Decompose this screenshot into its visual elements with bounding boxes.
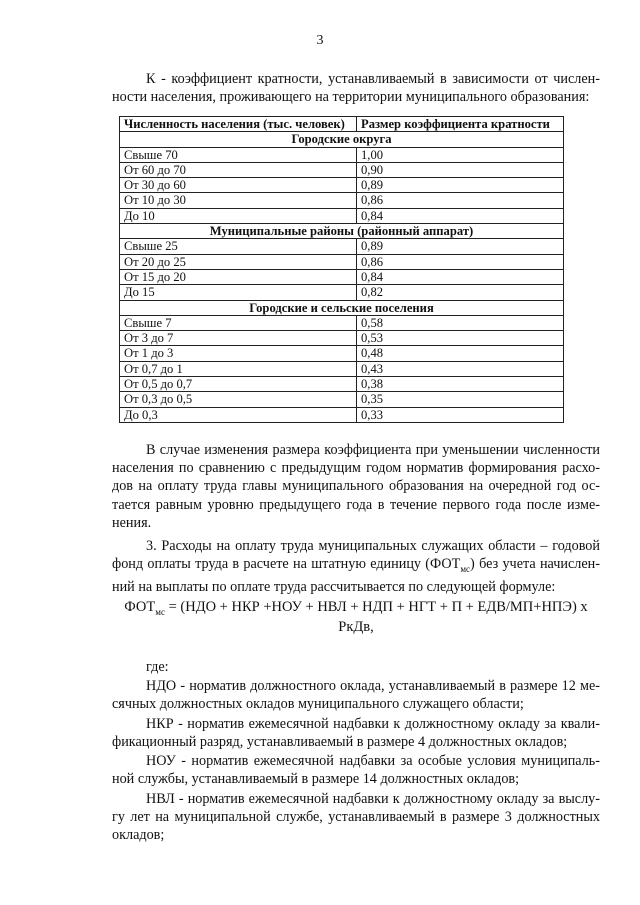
section-title: Городские округа — [120, 132, 564, 147]
section-title: Городские и сельские поселения — [120, 300, 564, 315]
paragraph-line: В случае изменения размера коэффициента при уменьшении численности — [146, 442, 600, 458]
definition-line: НОУ - норматив ежемесячной надбавки за особые условия муниципаль- — [146, 753, 600, 769]
header-population: Численность населения (тыс. человек) — [120, 117, 357, 132]
population-cell: До 10 — [120, 208, 357, 223]
formula-subscript: мс — [155, 606, 165, 617]
definition-line: НДО - норматив должностного оклада, устанавливаемый в размере 12 ме- — [146, 678, 600, 694]
definition-line: гу лет на муниципальной службе, устанавливаемый в размере 3 должностных — [112, 809, 600, 826]
formula-line-2: РкДв, — [338, 619, 374, 635]
section-row — [120, 300, 564, 315]
coefficient-change-paragraph — [112, 441, 600, 532]
definition-line: окладов; — [112, 827, 165, 844]
population-cell: От 10 до 30 — [120, 193, 357, 208]
text-fragment: ) без учета начислен- — [470, 556, 601, 573]
population-cell: От 0,5 до 0,7 — [120, 377, 357, 392]
population-cell: От 60 до 70 — [120, 162, 357, 177]
population-cell: Свыше 25 — [120, 239, 357, 254]
paragraph-line: ний на выплаты по оплате труда рассчитывается по следующей формуле: — [112, 579, 556, 596]
definition-line: НКР - норматив ежемесячной надбавки к должностному окладу за квали- — [146, 716, 600, 732]
population-cell: От 15 до 20 — [120, 269, 357, 284]
subscript: мс — [460, 564, 471, 575]
text-fragment: фонд оплаты труда в расчете на штатную единицу (ФОТ — [112, 556, 461, 573]
table-row — [120, 193, 564, 208]
formula-line-1 — [112, 599, 600, 617]
coefficient-cell: 0,33 — [357, 407, 564, 422]
section-3-paragraph — [112, 537, 600, 596]
population-cell: От 20 до 25 — [120, 254, 357, 269]
coefficient-table — [119, 116, 564, 423]
coefficient-cell: 1,00 — [357, 147, 564, 162]
where-label-block — [112, 658, 600, 676]
coefficient-cell: 0,35 — [357, 392, 564, 407]
table-row — [120, 162, 564, 177]
intro-paragraph — [112, 70, 600, 106]
paragraph-line: нения. — [112, 514, 152, 531]
section-title: Муниципальные районы (районный аппарат) — [120, 224, 564, 239]
definition-line: сячных должностных окладов муниципального служащего области; — [112, 696, 524, 713]
definition-line: НВЛ - норматив ежемесячной надбавки к должностному окладу за выслу- — [146, 791, 600, 807]
table-row — [120, 331, 564, 346]
page-number: 3 — [316, 33, 324, 48]
formula-lhs: ФОТ — [124, 599, 156, 615]
definition-ndo — [112, 677, 600, 713]
table-row — [120, 147, 564, 162]
population-cell: Свыше 7 — [120, 315, 357, 330]
table-row — [120, 239, 564, 254]
header-coefficient: Размер коэффициента кратности — [357, 117, 564, 132]
table-row — [120, 377, 564, 392]
intro-line-1: К - коэффициент кратности, устанавливаемый в зависимости от числен- — [146, 71, 600, 87]
coefficient-cell: 0,86 — [357, 193, 564, 208]
coefficient-cell: 0,48 — [357, 346, 564, 361]
coefficient-cell: 0,86 — [357, 254, 564, 269]
coefficient-cell: 0,53 — [357, 331, 564, 346]
section-row — [120, 132, 564, 147]
coefficient-cell: 0,58 — [357, 315, 564, 330]
population-cell: От 0,7 до 1 — [120, 361, 357, 376]
table-row — [120, 315, 564, 330]
coefficient-cell: 0,43 — [357, 361, 564, 376]
coefficient-cell: 0,84 — [357, 208, 564, 223]
population-cell: От 1 до 3 — [120, 346, 357, 361]
population-cell: От 0,3 до 0,5 — [120, 392, 357, 407]
table-header-row — [120, 117, 564, 132]
table-row — [120, 407, 564, 422]
coefficient-cell: 0,84 — [357, 269, 564, 284]
paragraph-line: населения по сравнению с предыдущим годом норматив формирования расхо- — [112, 460, 600, 477]
population-cell: От 30 до 60 — [120, 178, 357, 193]
formula-rhs: = (НДО + НКР +НОУ + НВЛ + НДП + НГТ + П + ЕДВ/МП+НПЭ) х — [164, 599, 588, 615]
definition-nou — [112, 752, 600, 788]
definition-line: фикационный разряд, устанавливаемый в размере 4 должностных окладов; — [112, 734, 568, 751]
intro-line-2: ности населения, проживающего на территории муниципального образования: — [112, 89, 590, 106]
definition-line: ной службы, устанавливаемый в размере 14 должностных окладов; — [112, 771, 520, 788]
table-row — [120, 269, 564, 284]
coefficient-cell: 0,82 — [357, 285, 564, 300]
table-row — [120, 285, 564, 300]
paragraph-line — [112, 555, 600, 578]
population-cell: До 15 — [120, 285, 357, 300]
table-row — [120, 392, 564, 407]
population-cell: До 0,3 — [120, 407, 357, 422]
table-row — [120, 346, 564, 361]
population-cell: Свыше 70 — [120, 147, 357, 162]
table-row — [120, 208, 564, 223]
coefficient-cell: 0,38 — [357, 377, 564, 392]
table-row — [120, 361, 564, 376]
where-label: где: — [146, 659, 169, 675]
paragraph-line: дов на оплату труда главы муниципального образования на очередной год ос- — [112, 478, 600, 495]
coefficient-cell: 0,90 — [357, 162, 564, 177]
paragraph-line: тается равным уровню предыдущего года в течение первого года после изме- — [112, 496, 600, 513]
table-row — [120, 178, 564, 193]
table-row — [120, 254, 564, 269]
definition-nvl — [112, 790, 600, 845]
coefficient-cell: 0,89 — [357, 239, 564, 254]
paragraph-line: 3. Расходы на оплату труда муниципальных служащих области – годовой — [146, 538, 600, 554]
section-row — [120, 224, 564, 239]
definition-nkr — [112, 715, 600, 751]
coefficient-cell: 0,89 — [357, 178, 564, 193]
population-cell: От 3 до 7 — [120, 331, 357, 346]
